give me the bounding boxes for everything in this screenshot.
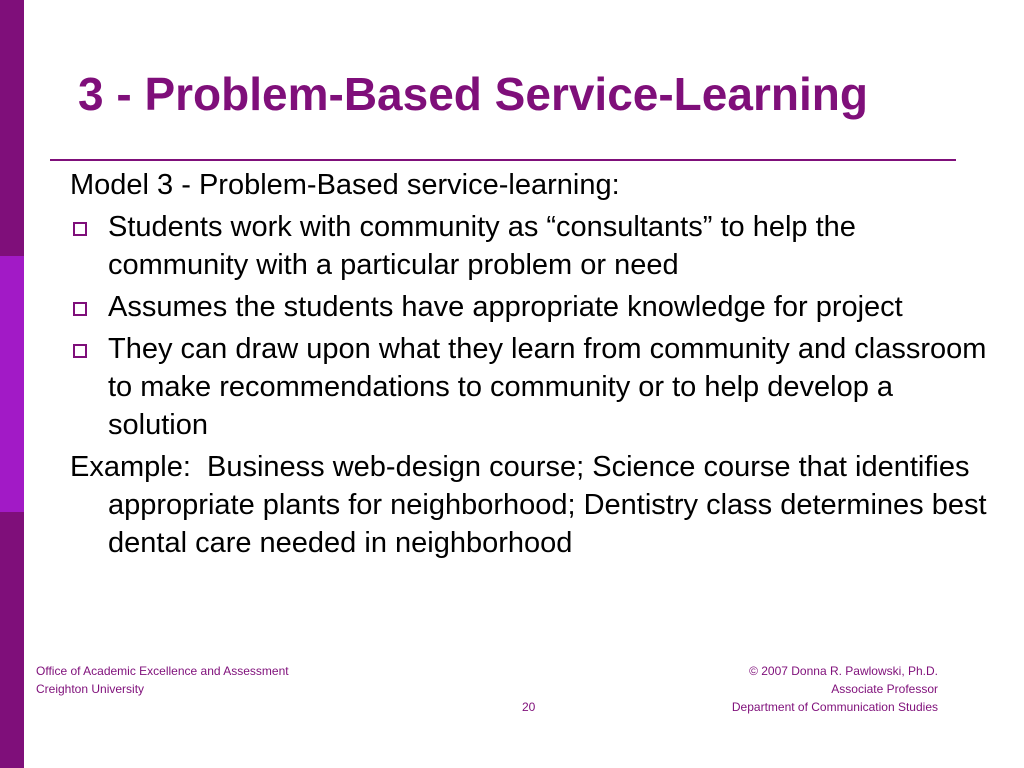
example-text: Example: Business web-design course; Science course that identifies appropriate plants for neighborhood; Dentistry class determines best dental care needed in neighborhood [70,451,987,559]
slide-title: 3 - Problem-Based Service-Learning [78,68,868,120]
slide-body [70,166,990,562]
footer-position: Associate Professor [831,682,938,696]
hollow-square-bullet-icon [73,222,87,236]
bullet-text: Students work with community as “consultants” to help the community with a particular problem or need [108,211,856,281]
bullet-list [70,208,990,444]
hollow-square-bullet-icon [73,344,87,358]
footer-university: Creighton University [36,682,145,696]
title-divider [50,159,956,161]
footer-left [36,662,289,698]
left-accent-bar [0,0,24,768]
hollow-square-bullet-icon [73,302,87,316]
bullet-text: They can draw upon what they learn from community and classroom to make recommendations to community or to help develop a solution [108,333,987,441]
footer-right [732,662,938,716]
accent-bar-segment-bottom [0,512,24,768]
page-number: 20 [522,700,536,714]
footer-department: Department of Communication Studies [731,700,938,714]
footer-copyright: © 2007 Donna R. Pawlowski, Ph.D. [749,664,938,678]
accent-bar-segment-middle [0,256,24,512]
bullet-item-recommendations [70,330,990,444]
bullet-text: Assumes the students have appropriate knowledge for project [108,291,903,323]
bullet-item-knowledge [70,288,990,326]
accent-bar-segment-top [0,0,24,256]
bullet-item-consultants [70,208,990,284]
intro-text: Model 3 - Problem-Based service-learning: [70,169,620,201]
footer-office: Office of Academic Excellence and Assessment [36,664,289,678]
